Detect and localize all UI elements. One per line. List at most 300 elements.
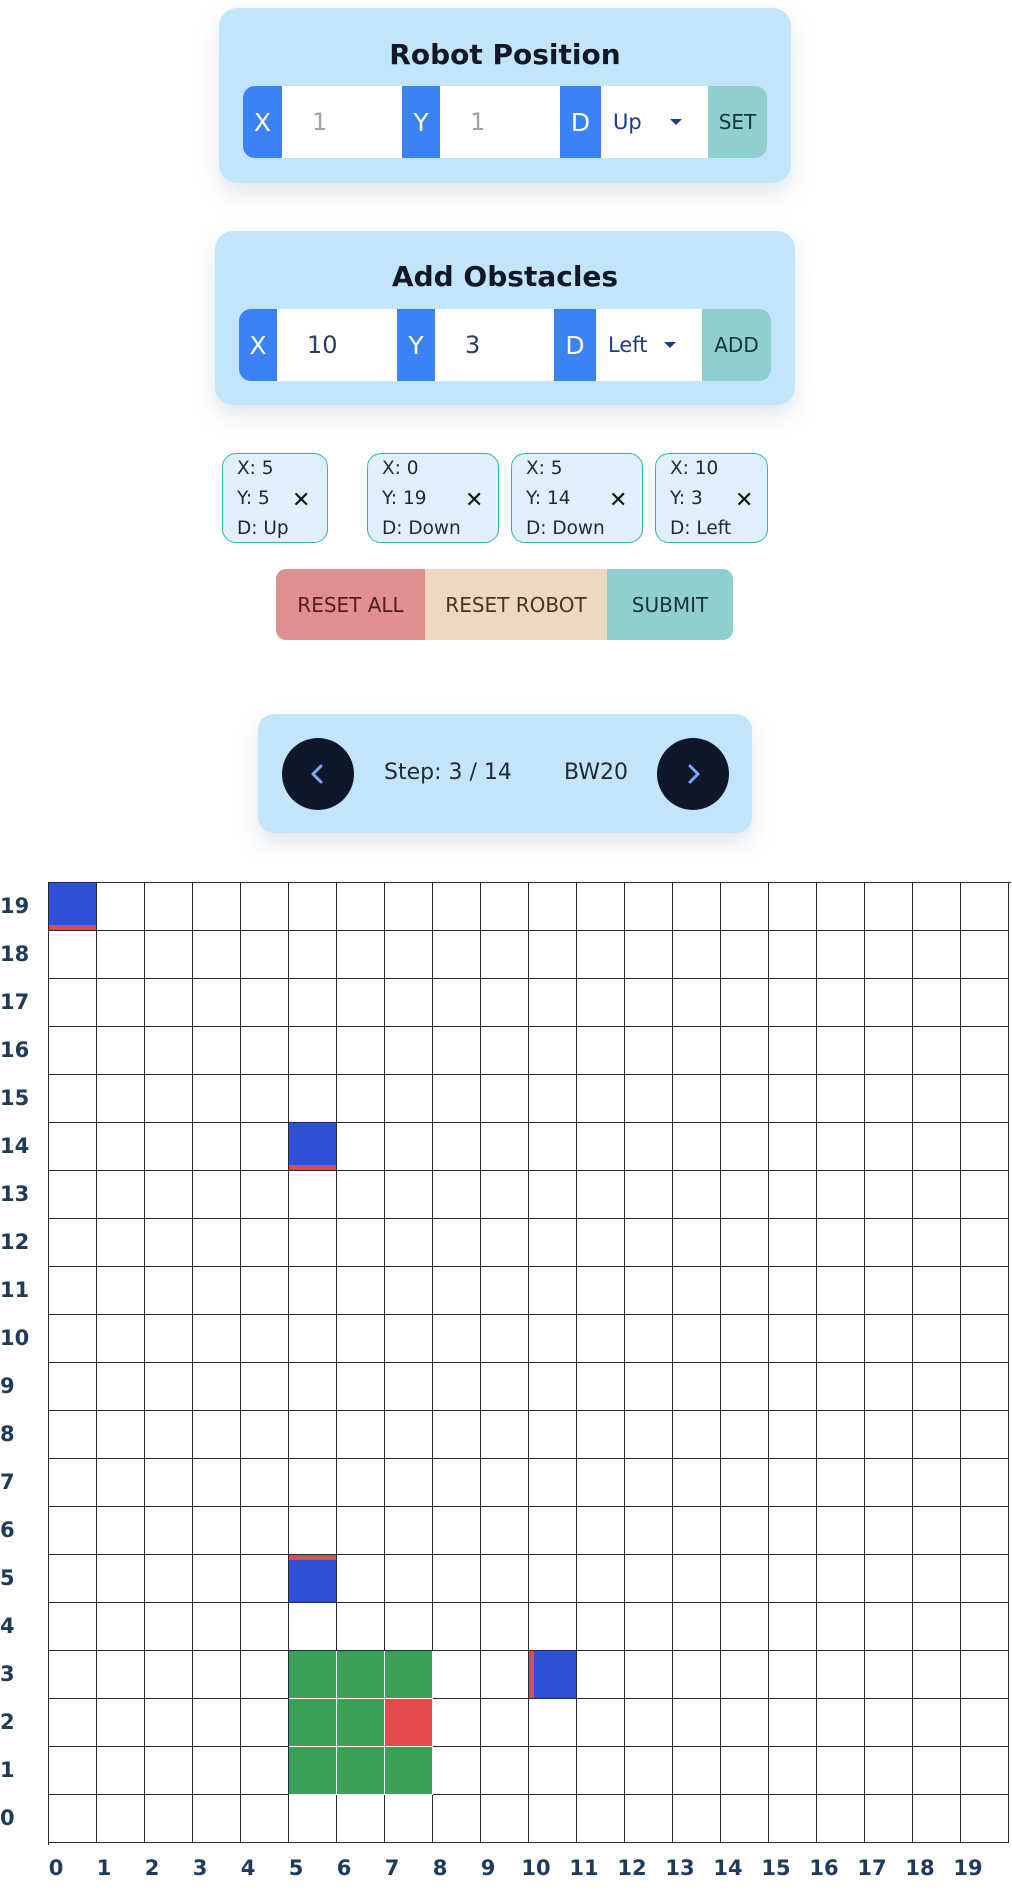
grid-cell[interactable] [769, 1123, 817, 1171]
grid-cell[interactable] [241, 1219, 289, 1267]
obstacle-y-input[interactable] [435, 309, 554, 381]
grid-cell[interactable] [433, 1123, 481, 1171]
grid-cell[interactable] [481, 1555, 529, 1603]
grid-cell[interactable] [577, 1603, 625, 1651]
grid-cell[interactable] [625, 1363, 673, 1411]
grid-cell[interactable] [49, 1555, 97, 1603]
grid-cell[interactable] [625, 1651, 673, 1699]
grid-cell[interactable] [529, 1267, 577, 1315]
grid-cell[interactable] [577, 1555, 625, 1603]
close-icon[interactable]: ✕ [735, 488, 754, 513]
reset-robot-button[interactable]: RESET ROBOT [425, 569, 607, 640]
grid-cell[interactable] [625, 1123, 673, 1171]
grid-cell[interactable] [49, 1363, 97, 1411]
grid-cell[interactable] [97, 883, 145, 931]
grid-cell[interactable] [529, 979, 577, 1027]
reset-all-button[interactable]: RESET ALL [276, 569, 425, 640]
grid-cell[interactable] [865, 1699, 913, 1747]
grid-cell[interactable] [97, 1699, 145, 1747]
grid-cell[interactable] [913, 1123, 961, 1171]
grid-cell[interactable] [721, 1171, 769, 1219]
grid-cell[interactable] [193, 1651, 241, 1699]
grid-cell[interactable] [817, 1411, 865, 1459]
grid-cell[interactable] [625, 931, 673, 979]
grid-cell[interactable] [289, 1507, 337, 1555]
grid-cell[interactable] [337, 1507, 385, 1555]
grid-cell[interactable] [721, 1219, 769, 1267]
grid-cell[interactable] [49, 1795, 97, 1843]
grid-cell[interactable] [673, 1459, 721, 1507]
grid-cell[interactable] [193, 1459, 241, 1507]
grid-cell[interactable] [241, 1651, 289, 1699]
grid-cell[interactable] [289, 1795, 337, 1843]
grid-cell[interactable] [721, 1507, 769, 1555]
grid-cell[interactable] [817, 1699, 865, 1747]
grid-cell[interactable] [433, 1219, 481, 1267]
grid-cell[interactable] [481, 1795, 529, 1843]
grid-cell[interactable] [241, 1459, 289, 1507]
grid-cell[interactable] [577, 1315, 625, 1363]
grid-cell[interactable] [97, 1315, 145, 1363]
grid-cell[interactable] [577, 1795, 625, 1843]
grid-cell[interactable] [529, 883, 577, 931]
grid-cell[interactable] [145, 1603, 193, 1651]
grid-cell[interactable] [481, 1603, 529, 1651]
grid-cell[interactable] [961, 883, 1009, 931]
grid-cell[interactable] [913, 1363, 961, 1411]
grid-cell[interactable] [49, 1267, 97, 1315]
grid-cell[interactable] [817, 1555, 865, 1603]
grid-cell[interactable] [961, 1459, 1009, 1507]
grid-cell[interactable] [193, 1075, 241, 1123]
grid-cell[interactable] [241, 1411, 289, 1459]
grid-cell[interactable] [961, 1507, 1009, 1555]
grid-cell[interactable] [481, 1267, 529, 1315]
grid-cell[interactable] [385, 1219, 433, 1267]
grid-cell[interactable] [433, 1507, 481, 1555]
grid-cell[interactable] [49, 1747, 97, 1795]
grid-cell[interactable] [385, 1795, 433, 1843]
grid-cell[interactable] [385, 1123, 433, 1171]
grid-cell[interactable] [97, 1411, 145, 1459]
grid-cell[interactable] [865, 1459, 913, 1507]
grid-cell[interactable] [769, 883, 817, 931]
grid-cell[interactable] [817, 1459, 865, 1507]
grid-cell[interactable] [769, 1555, 817, 1603]
grid-cell[interactable] [913, 1171, 961, 1219]
grid-cell[interactable] [145, 1219, 193, 1267]
grid-cell[interactable] [577, 1459, 625, 1507]
grid-cell[interactable] [97, 1603, 145, 1651]
grid-cell[interactable] [529, 1363, 577, 1411]
grid-cell[interactable] [673, 1795, 721, 1843]
obstacle-x-input[interactable] [277, 309, 397, 381]
grid-cell[interactable] [241, 1699, 289, 1747]
grid-cell[interactable] [337, 1267, 385, 1315]
grid-cell[interactable] [289, 1459, 337, 1507]
grid-cell[interactable] [433, 883, 481, 931]
grid-cell[interactable] [721, 1315, 769, 1363]
grid-cell[interactable] [145, 1315, 193, 1363]
grid-cell[interactable] [433, 1027, 481, 1075]
grid-cell[interactable] [577, 1123, 625, 1171]
robot-cell[interactable] [385, 1747, 433, 1795]
grid-cell[interactable] [145, 1171, 193, 1219]
grid-cell[interactable] [241, 1027, 289, 1075]
grid-cell[interactable] [289, 1219, 337, 1267]
grid-cell[interactable] [577, 1267, 625, 1315]
grid-cell[interactable] [913, 1075, 961, 1123]
grid-cell[interactable] [769, 1171, 817, 1219]
grid-cell[interactable] [673, 1027, 721, 1075]
grid-cell[interactable] [481, 883, 529, 931]
grid-cell[interactable] [577, 1411, 625, 1459]
grid-cell[interactable] [193, 1747, 241, 1795]
grid-cell[interactable] [337, 1219, 385, 1267]
grid-cell[interactable] [721, 1795, 769, 1843]
grid-cell[interactable] [145, 1267, 193, 1315]
grid-cell[interactable] [673, 1555, 721, 1603]
grid-cell[interactable] [529, 1411, 577, 1459]
add-button[interactable]: ADD [702, 309, 771, 381]
grid-cell[interactable] [241, 1123, 289, 1171]
grid-cell[interactable] [145, 1411, 193, 1459]
grid-cell[interactable] [49, 1123, 97, 1171]
grid-cell[interactable] [529, 1795, 577, 1843]
grid-cell[interactable] [961, 1411, 1009, 1459]
grid-cell[interactable] [577, 1747, 625, 1795]
grid-cell[interactable] [961, 1219, 1009, 1267]
grid-cell[interactable] [145, 1027, 193, 1075]
grid-cell[interactable] [817, 1219, 865, 1267]
grid-cell[interactable] [193, 1123, 241, 1171]
grid-cell[interactable] [769, 1603, 817, 1651]
grid-cell[interactable] [769, 1267, 817, 1315]
grid-cell[interactable] [49, 1699, 97, 1747]
grid-cell[interactable] [385, 1459, 433, 1507]
grid-cell[interactable] [865, 1603, 913, 1651]
obstacle-direction-select[interactable] [596, 309, 702, 381]
previous-step-button[interactable] [282, 738, 354, 810]
grid-cell[interactable] [769, 1699, 817, 1747]
grid-cell[interactable] [625, 1507, 673, 1555]
grid-cell[interactable] [337, 1795, 385, 1843]
grid-cell[interactable] [961, 931, 1009, 979]
grid-cell[interactable] [529, 931, 577, 979]
grid-cell[interactable] [385, 1075, 433, 1123]
grid-cell[interactable] [97, 1555, 145, 1603]
grid-cell[interactable] [865, 1075, 913, 1123]
grid-cell[interactable] [625, 1027, 673, 1075]
grid-cell[interactable] [529, 1027, 577, 1075]
grid-cell[interactable] [49, 1027, 97, 1075]
grid-cell[interactable] [817, 1795, 865, 1843]
submit-button[interactable]: SUBMIT [607, 569, 733, 640]
grid-cell[interactable] [529, 1075, 577, 1123]
grid-cell[interactable] [49, 1603, 97, 1651]
grid-cell[interactable] [289, 1411, 337, 1459]
grid-cell[interactable] [49, 1075, 97, 1123]
grid-cell[interactable] [673, 1747, 721, 1795]
obstacle-cell[interactable] [49, 883, 97, 931]
grid-cell[interactable] [49, 1651, 97, 1699]
grid-cell[interactable] [481, 1219, 529, 1267]
grid-cell[interactable] [961, 1747, 1009, 1795]
grid-cell[interactable] [337, 1315, 385, 1363]
grid-cell[interactable] [913, 1219, 961, 1267]
grid-cell[interactable] [481, 1363, 529, 1411]
grid-cell[interactable] [577, 1651, 625, 1699]
grid-cell[interactable] [721, 1651, 769, 1699]
grid-cell[interactable] [241, 1507, 289, 1555]
grid-cell[interactable] [193, 1027, 241, 1075]
grid-cell[interactable] [481, 1411, 529, 1459]
robot-cell[interactable] [337, 1699, 385, 1747]
grid-cell[interactable] [385, 1315, 433, 1363]
grid-cell[interactable] [817, 1267, 865, 1315]
grid-cell[interactable] [817, 883, 865, 931]
grid-cell[interactable] [433, 1267, 481, 1315]
grid-cell[interactable] [337, 1363, 385, 1411]
grid-cell[interactable] [625, 1219, 673, 1267]
grid-cell[interactable] [529, 1699, 577, 1747]
grid-cell[interactable] [385, 1411, 433, 1459]
grid-cell[interactable] [961, 1123, 1009, 1171]
grid-cell[interactable] [385, 1171, 433, 1219]
grid-cell[interactable] [289, 1027, 337, 1075]
grid-cell[interactable] [481, 931, 529, 979]
grid-cell[interactable] [673, 1363, 721, 1411]
grid-cell[interactable] [817, 1315, 865, 1363]
grid-cell[interactable] [865, 1219, 913, 1267]
grid-cell[interactable] [241, 1075, 289, 1123]
grid-cell[interactable] [913, 1555, 961, 1603]
grid-cell[interactable] [865, 1411, 913, 1459]
grid-cell[interactable] [289, 1363, 337, 1411]
grid-cell[interactable] [433, 1411, 481, 1459]
grid-cell[interactable] [337, 1171, 385, 1219]
grid-cell[interactable] [241, 1747, 289, 1795]
grid-cell[interactable] [913, 1459, 961, 1507]
grid-cell[interactable] [625, 1603, 673, 1651]
grid-cell[interactable] [385, 931, 433, 979]
grid-cell[interactable] [433, 1315, 481, 1363]
grid-cell[interactable] [769, 979, 817, 1027]
grid-cell[interactable] [769, 1795, 817, 1843]
grid-cell[interactable] [97, 1123, 145, 1171]
grid-cell[interactable] [961, 1075, 1009, 1123]
grid-cell[interactable] [769, 1747, 817, 1795]
grid-cell[interactable] [817, 1075, 865, 1123]
grid-cell[interactable] [961, 1603, 1009, 1651]
grid-cell[interactable] [145, 1363, 193, 1411]
grid-cell[interactable] [625, 1747, 673, 1795]
grid-cell[interactable] [529, 1123, 577, 1171]
grid-cell[interactable] [433, 1651, 481, 1699]
grid-cell[interactable] [145, 883, 193, 931]
grid-cell[interactable] [433, 1075, 481, 1123]
grid-cell[interactable] [961, 979, 1009, 1027]
grid-cell[interactable] [241, 1267, 289, 1315]
grid-cell[interactable] [97, 1651, 145, 1699]
grid-cell[interactable] [673, 1507, 721, 1555]
grid-cell[interactable] [673, 979, 721, 1027]
grid-cell[interactable] [289, 883, 337, 931]
grid-cell[interactable] [721, 1603, 769, 1651]
grid-cell[interactable] [241, 1363, 289, 1411]
grid-cell[interactable] [481, 1315, 529, 1363]
grid-cell[interactable] [433, 1363, 481, 1411]
grid-cell[interactable] [289, 979, 337, 1027]
grid-cell[interactable] [97, 1363, 145, 1411]
grid-cell[interactable] [241, 1795, 289, 1843]
grid-cell[interactable] [97, 1747, 145, 1795]
grid-cell[interactable] [289, 1315, 337, 1363]
grid-cell[interactable] [529, 1315, 577, 1363]
grid-cell[interactable] [577, 931, 625, 979]
grid-cell[interactable] [913, 1507, 961, 1555]
grid-cell[interactable] [529, 1219, 577, 1267]
grid-cell[interactable] [433, 979, 481, 1027]
grid-cell[interactable] [817, 1123, 865, 1171]
grid-cell[interactable] [769, 1411, 817, 1459]
grid-cell[interactable] [97, 1171, 145, 1219]
robot-cell[interactable] [289, 1651, 337, 1699]
grid-cell[interactable] [433, 1699, 481, 1747]
grid-cell[interactable] [817, 931, 865, 979]
grid-cell[interactable] [337, 1075, 385, 1123]
grid-cell[interactable] [145, 1507, 193, 1555]
grid-cell[interactable] [721, 1267, 769, 1315]
obstacle-cell[interactable] [529, 1651, 577, 1699]
grid-cell[interactable] [625, 1171, 673, 1219]
grid-cell[interactable] [865, 931, 913, 979]
grid-cell[interactable] [769, 1075, 817, 1123]
grid-cell[interactable] [865, 1555, 913, 1603]
grid-cell[interactable] [577, 1171, 625, 1219]
grid-cell[interactable] [193, 1267, 241, 1315]
grid-cell[interactable] [241, 1171, 289, 1219]
grid-cell[interactable] [817, 1603, 865, 1651]
grid-cell[interactable] [625, 1075, 673, 1123]
grid-cell[interactable] [577, 1363, 625, 1411]
grid-cell[interactable] [337, 1555, 385, 1603]
grid-cell[interactable] [913, 1795, 961, 1843]
grid-cell[interactable] [193, 1603, 241, 1651]
grid-cell[interactable] [337, 1459, 385, 1507]
grid-cell[interactable] [961, 1651, 1009, 1699]
grid-cell[interactable] [481, 1075, 529, 1123]
robot-cell[interactable] [289, 1699, 337, 1747]
obstacle-cell[interactable] [289, 1555, 337, 1603]
grid-cell[interactable] [49, 1411, 97, 1459]
grid-cell[interactable] [241, 979, 289, 1027]
grid-cell[interactable] [769, 1219, 817, 1267]
grid-cell[interactable] [721, 1699, 769, 1747]
grid-cell[interactable] [529, 1171, 577, 1219]
grid-cell[interactable] [721, 883, 769, 931]
robot-x-input[interactable] [282, 86, 402, 158]
grid-cell[interactable] [193, 1699, 241, 1747]
grid-cell[interactable] [673, 1171, 721, 1219]
grid-cell[interactable] [433, 1795, 481, 1843]
grid-cell[interactable] [673, 1219, 721, 1267]
grid-cell[interactable] [193, 1219, 241, 1267]
grid-cell[interactable] [529, 1459, 577, 1507]
grid-cell[interactable] [817, 1027, 865, 1075]
next-step-button[interactable] [657, 738, 729, 810]
grid-cell[interactable] [385, 1507, 433, 1555]
grid-cell[interactable] [673, 1315, 721, 1363]
grid-cell[interactable] [481, 1027, 529, 1075]
grid-cell[interactable] [625, 979, 673, 1027]
grid-cell[interactable] [865, 979, 913, 1027]
grid-cell[interactable] [721, 979, 769, 1027]
obstacle-cell[interactable] [289, 1123, 337, 1171]
grid-cell[interactable] [385, 1027, 433, 1075]
grid-cell[interactable] [865, 1123, 913, 1171]
grid-cell[interactable] [721, 1555, 769, 1603]
grid-cell[interactable] [913, 1699, 961, 1747]
grid-cell[interactable] [385, 1555, 433, 1603]
grid-cell[interactable] [721, 1411, 769, 1459]
grid-cell[interactable] [913, 979, 961, 1027]
grid-cell[interactable] [193, 1795, 241, 1843]
grid-cell[interactable] [913, 931, 961, 979]
close-icon[interactable]: ✕ [292, 488, 311, 513]
grid-cell[interactable] [673, 1699, 721, 1747]
grid-cell[interactable] [673, 1651, 721, 1699]
grid-cell[interactable] [865, 1507, 913, 1555]
grid-cell[interactable] [529, 1555, 577, 1603]
grid-cell[interactable] [769, 1027, 817, 1075]
grid-cell[interactable] [433, 1603, 481, 1651]
grid-cell[interactable] [817, 1651, 865, 1699]
grid-cell[interactable] [241, 1603, 289, 1651]
grid-cell[interactable] [961, 1027, 1009, 1075]
grid-cell[interactable] [865, 1747, 913, 1795]
grid-cell[interactable] [145, 1075, 193, 1123]
grid-cell[interactable] [49, 1219, 97, 1267]
grid-cell[interactable] [97, 931, 145, 979]
grid-cell[interactable] [481, 1123, 529, 1171]
grid-cell[interactable] [769, 1459, 817, 1507]
grid-cell[interactable] [913, 1315, 961, 1363]
grid-cell[interactable] [673, 1411, 721, 1459]
set-button[interactable]: SET [708, 86, 767, 158]
grid-cell[interactable] [337, 1027, 385, 1075]
grid-cell[interactable] [625, 1267, 673, 1315]
grid-cell[interactable] [721, 1027, 769, 1075]
grid-cell[interactable] [97, 1027, 145, 1075]
grid-cell[interactable] [817, 1507, 865, 1555]
grid-cell[interactable] [961, 1699, 1009, 1747]
grid-cell[interactable] [385, 979, 433, 1027]
grid-cell[interactable] [97, 1075, 145, 1123]
robot-cell[interactable] [337, 1747, 385, 1795]
grid-cell[interactable] [961, 1267, 1009, 1315]
grid-cell[interactable] [193, 1555, 241, 1603]
grid-cell[interactable] [721, 1123, 769, 1171]
grid-cell[interactable] [865, 1795, 913, 1843]
grid-cell[interactable] [385, 1603, 433, 1651]
grid-cell[interactable] [769, 1315, 817, 1363]
grid-cell[interactable] [961, 1171, 1009, 1219]
grid-cell[interactable] [625, 1555, 673, 1603]
grid-cell[interactable] [433, 1747, 481, 1795]
grid-cell[interactable] [145, 979, 193, 1027]
grid-cell[interactable] [865, 1027, 913, 1075]
